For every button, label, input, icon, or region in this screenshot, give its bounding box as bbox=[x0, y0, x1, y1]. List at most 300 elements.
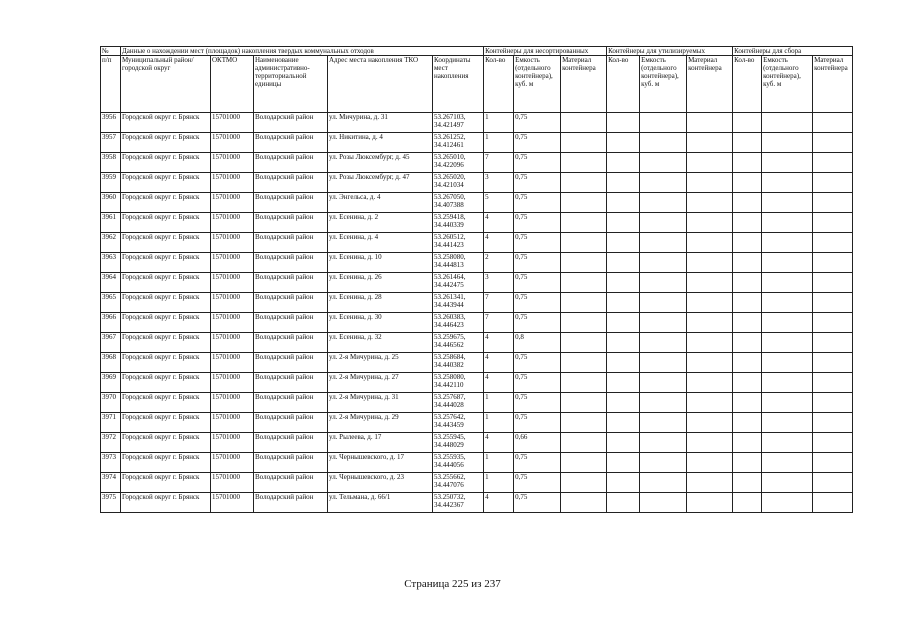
cell-district: Володарский район bbox=[254, 273, 328, 293]
cell-collect-qty bbox=[733, 353, 762, 373]
cell-recycle-qty bbox=[607, 493, 640, 513]
cell-unsorted-qty: 3 bbox=[484, 273, 514, 293]
cell-collect-capacity bbox=[762, 373, 813, 393]
cell-collect-qty bbox=[733, 413, 762, 433]
cell-unsorted-material bbox=[561, 153, 607, 173]
cell-oktmo: 15701000 bbox=[211, 453, 254, 473]
cell-coords: 53.261341, 34.443944 bbox=[433, 293, 484, 313]
cell-collect-qty bbox=[733, 433, 762, 453]
cell-num: 3971 bbox=[101, 413, 121, 433]
cell-collect-qty bbox=[733, 153, 762, 173]
cell-collect-material bbox=[813, 153, 853, 173]
cell-collect-capacity bbox=[762, 193, 813, 213]
cell-unsorted-qty: 7 bbox=[484, 153, 514, 173]
cell-recycle-material bbox=[687, 293, 733, 313]
cell-unsorted-capacity: 0,75 bbox=[514, 373, 561, 393]
cell-recycle-material bbox=[687, 273, 733, 293]
cell-collect-qty bbox=[733, 273, 762, 293]
cell-address: ул. Никитина, д. 4 bbox=[328, 133, 433, 153]
cell-recycle-qty bbox=[607, 413, 640, 433]
cell-recycle-capacity bbox=[640, 353, 687, 373]
cell-recycle-qty bbox=[607, 153, 640, 173]
cell-oktmo: 15701000 bbox=[211, 173, 254, 193]
cell-unsorted-material bbox=[561, 353, 607, 373]
cell-recycle-qty bbox=[607, 213, 640, 233]
cell-collect-material bbox=[813, 193, 853, 213]
cell-unsorted-material bbox=[561, 273, 607, 293]
cell-collect-capacity bbox=[762, 233, 813, 253]
cell-collect-qty bbox=[733, 213, 762, 233]
cell-recycle-qty bbox=[607, 433, 640, 453]
header-group-recycle: Контейнеры для утилизируемых bbox=[607, 47, 733, 56]
header-recycle-material: Материал контейнера bbox=[687, 56, 733, 113]
cell-num: 3958 bbox=[101, 153, 121, 173]
cell-unsorted-qty: 2 bbox=[484, 253, 514, 273]
table-row bbox=[101, 413, 853, 433]
cell-recycle-material bbox=[687, 313, 733, 333]
cell-collect-material bbox=[813, 353, 853, 373]
table-body bbox=[101, 113, 853, 513]
cell-municipal: Городской округ г. Брянск bbox=[121, 293, 211, 313]
cell-district: Володарский район bbox=[254, 433, 328, 453]
cell-address: ул. Тельмана, д. 66/1 bbox=[328, 493, 433, 513]
cell-num: 3968 bbox=[101, 353, 121, 373]
cell-municipal: Городской округ г. Брянск bbox=[121, 493, 211, 513]
cell-num: 3956 bbox=[101, 113, 121, 133]
table-row bbox=[101, 373, 853, 393]
cell-coords: 53.267103, 34.421497 bbox=[433, 113, 484, 133]
cell-unsorted-qty: 5 bbox=[484, 193, 514, 213]
cell-address: ул. Есенина, д. 30 bbox=[328, 313, 433, 333]
cell-recycle-material bbox=[687, 493, 733, 513]
cell-oktmo: 15701000 bbox=[211, 353, 254, 373]
cell-collect-material bbox=[813, 233, 853, 253]
cell-district: Володарский район bbox=[254, 313, 328, 333]
cell-unsorted-qty: 4 bbox=[484, 493, 514, 513]
cell-oktmo: 15701000 bbox=[211, 413, 254, 433]
cell-oktmo: 15701000 bbox=[211, 333, 254, 353]
register-page bbox=[100, 46, 853, 513]
cell-coords: 53.267050, 34.407388 bbox=[433, 193, 484, 213]
cell-num: 3974 bbox=[101, 473, 121, 493]
cell-oktmo: 15701000 bbox=[211, 113, 254, 133]
cell-address: ул. Есенина, д. 28 bbox=[328, 293, 433, 313]
cell-collect-capacity bbox=[762, 393, 813, 413]
cell-recycle-material bbox=[687, 333, 733, 353]
table-row bbox=[101, 213, 853, 233]
cell-collect-qty bbox=[733, 373, 762, 393]
cell-unsorted-qty: 3 bbox=[484, 173, 514, 193]
cell-unsorted-qty: 1 bbox=[484, 453, 514, 473]
cell-recycle-capacity bbox=[640, 233, 687, 253]
cell-recycle-material bbox=[687, 133, 733, 153]
cell-unsorted-qty: 7 bbox=[484, 313, 514, 333]
cell-recycle-capacity bbox=[640, 213, 687, 233]
cell-unsorted-capacity: 0,75 bbox=[514, 473, 561, 493]
cell-unsorted-qty: 1 bbox=[484, 413, 514, 433]
table-row bbox=[101, 393, 853, 413]
cell-num: 3969 bbox=[101, 373, 121, 393]
cell-unsorted-capacity: 0,75 bbox=[514, 273, 561, 293]
cell-recycle-qty bbox=[607, 333, 640, 353]
cell-collect-material bbox=[813, 213, 853, 233]
cell-address: ул. Есенина, д. 26 bbox=[328, 273, 433, 293]
cell-unsorted-qty: 4 bbox=[484, 233, 514, 253]
cell-district: Володарский район bbox=[254, 413, 328, 433]
cell-district: Володарский район bbox=[254, 133, 328, 153]
cell-unsorted-qty: 1 bbox=[484, 113, 514, 133]
table-row bbox=[101, 313, 853, 333]
cell-unsorted-material bbox=[561, 253, 607, 273]
cell-collect-material bbox=[813, 433, 853, 453]
cell-collect-material bbox=[813, 173, 853, 193]
cell-collect-capacity bbox=[762, 253, 813, 273]
cell-collect-qty bbox=[733, 113, 762, 133]
cell-recycle-capacity bbox=[640, 413, 687, 433]
cell-address: ул. Энгельса, д. 4 bbox=[328, 193, 433, 213]
table-row bbox=[101, 193, 853, 213]
cell-coords: 53.255662, 34.447076 bbox=[433, 473, 484, 493]
cell-collect-capacity bbox=[762, 333, 813, 353]
cell-coords: 53.265010, 34.422096 bbox=[433, 153, 484, 173]
cell-num: 3961 bbox=[101, 213, 121, 233]
cell-oktmo: 15701000 bbox=[211, 273, 254, 293]
cell-recycle-qty bbox=[607, 473, 640, 493]
cell-collect-capacity bbox=[762, 113, 813, 133]
cell-district: Володарский район bbox=[254, 253, 328, 273]
table-row bbox=[101, 293, 853, 313]
cell-unsorted-material bbox=[561, 193, 607, 213]
cell-num: 3965 bbox=[101, 293, 121, 313]
cell-num: 3973 bbox=[101, 453, 121, 473]
cell-municipal: Городской округ г. Брянск bbox=[121, 393, 211, 413]
cell-collect-capacity bbox=[762, 473, 813, 493]
cell-recycle-material bbox=[687, 213, 733, 233]
cell-unsorted-qty: 1 bbox=[484, 133, 514, 153]
cell-municipal: Городской округ г. Брянск bbox=[121, 413, 211, 433]
cell-unsorted-qty: 4 bbox=[484, 353, 514, 373]
cell-unsorted-capacity: 0,75 bbox=[514, 313, 561, 333]
cell-collect-material bbox=[813, 293, 853, 313]
cell-oktmo: 15701000 bbox=[211, 133, 254, 153]
cell-collect-qty bbox=[733, 253, 762, 273]
cell-address: ул. 2-я Мичурина, д. 27 bbox=[328, 373, 433, 393]
cell-collect-material bbox=[813, 333, 853, 353]
cell-collect-capacity bbox=[762, 413, 813, 433]
cell-district: Володарский район bbox=[254, 173, 328, 193]
table-row bbox=[101, 233, 853, 253]
cell-municipal: Городской округ г. Брянск bbox=[121, 333, 211, 353]
header-num-top: № bbox=[101, 47, 121, 56]
cell-unsorted-capacity: 0,75 bbox=[514, 253, 561, 273]
cell-district: Володарский район bbox=[254, 373, 328, 393]
cell-recycle-qty bbox=[607, 113, 640, 133]
cell-collect-material bbox=[813, 313, 853, 333]
cell-coords: 53.258080, 34.444813 bbox=[433, 253, 484, 273]
cell-coords: 53.260383, 34.446423 bbox=[433, 313, 484, 333]
cell-unsorted-material bbox=[561, 333, 607, 353]
cell-address: ул. Чернышевского, д. 23 bbox=[328, 473, 433, 493]
cell-oktmo: 15701000 bbox=[211, 193, 254, 213]
cell-collect-capacity bbox=[762, 453, 813, 473]
cell-collect-capacity bbox=[762, 313, 813, 333]
cell-municipal: Городской округ г. Брянск bbox=[121, 153, 211, 173]
cell-collect-capacity bbox=[762, 273, 813, 293]
table-row bbox=[101, 333, 853, 353]
cell-recycle-qty bbox=[607, 453, 640, 473]
footer-page-number: 225 bbox=[452, 578, 469, 590]
cell-collect-qty bbox=[733, 313, 762, 333]
cell-coords: 53.260512, 34.441423 bbox=[433, 233, 484, 253]
cell-recycle-capacity bbox=[640, 373, 687, 393]
cell-collect-capacity bbox=[762, 433, 813, 453]
cell-oktmo: 15701000 bbox=[211, 393, 254, 413]
cell-collect-qty bbox=[733, 473, 762, 493]
cell-unsorted-qty: 1 bbox=[484, 473, 514, 493]
cell-municipal: Городской округ г. Брянск bbox=[121, 433, 211, 453]
cell-unsorted-capacity: 0,66 bbox=[514, 433, 561, 453]
cell-unsorted-capacity: 0,75 bbox=[514, 293, 561, 313]
cell-collect-material bbox=[813, 473, 853, 493]
cell-oktmo: 15701000 bbox=[211, 313, 254, 333]
cell-district: Володарский район bbox=[254, 213, 328, 233]
cell-coords: 53.255945, 34.448029 bbox=[433, 433, 484, 453]
header-unsorted-qty: Кол-во bbox=[484, 56, 514, 113]
cell-coords: 53.258684, 34.440382 bbox=[433, 353, 484, 373]
cell-address: ул. Чернышевского, д. 17 bbox=[328, 453, 433, 473]
cell-recycle-capacity bbox=[640, 393, 687, 413]
cell-oktmo: 15701000 bbox=[211, 293, 254, 313]
cell-district: Володарский район bbox=[254, 473, 328, 493]
cell-recycle-capacity bbox=[640, 113, 687, 133]
header-collect-material: Материал контейнера bbox=[813, 56, 853, 113]
cell-municipal: Городской округ г. Брянск bbox=[121, 193, 211, 213]
table-row bbox=[101, 273, 853, 293]
cell-district: Володарский район bbox=[254, 353, 328, 373]
cell-unsorted-capacity: 0,75 bbox=[514, 153, 561, 173]
cell-unsorted-capacity: 0,75 bbox=[514, 393, 561, 413]
cell-recycle-capacity bbox=[640, 313, 687, 333]
table-row bbox=[101, 173, 853, 193]
cell-unsorted-material bbox=[561, 473, 607, 493]
cell-address: ул. 2-я Мичурина, д. 25 bbox=[328, 353, 433, 373]
header-coords: Координаты мест накопления bbox=[433, 56, 484, 113]
cell-address: ул. 2-я Мичурина, д. 29 bbox=[328, 413, 433, 433]
cell-unsorted-capacity: 0,75 bbox=[514, 133, 561, 153]
cell-address: ул. Есенина, д. 32 bbox=[328, 333, 433, 353]
cell-oktmo: 15701000 bbox=[211, 373, 254, 393]
cell-municipal: Городской округ г. Брянск bbox=[121, 453, 211, 473]
cell-num: 3959 bbox=[101, 173, 121, 193]
cell-collect-material bbox=[813, 393, 853, 413]
cell-recycle-qty bbox=[607, 293, 640, 313]
footer-prefix: Страница bbox=[404, 578, 450, 590]
header-num: п/п bbox=[101, 56, 121, 113]
cell-coords: 53.259418, 34.440339 bbox=[433, 213, 484, 233]
cell-coords: 53.255935, 34.444056 bbox=[433, 453, 484, 473]
footer-of: из bbox=[471, 578, 482, 590]
cell-collect-capacity bbox=[762, 493, 813, 513]
cell-recycle-material bbox=[687, 253, 733, 273]
cell-coords: 53.261252, 34.412461 bbox=[433, 133, 484, 153]
cell-num: 3975 bbox=[101, 493, 121, 513]
cell-collect-material bbox=[813, 373, 853, 393]
cell-unsorted-material bbox=[561, 393, 607, 413]
header-collect-capacity: Емкость (отдельного контейнера), куб. м bbox=[762, 56, 813, 113]
cell-recycle-capacity bbox=[640, 173, 687, 193]
cell-municipal: Городской округ г. Брянск bbox=[121, 373, 211, 393]
cell-recycle-capacity bbox=[640, 293, 687, 313]
table-row bbox=[101, 153, 853, 173]
cell-num: 3967 bbox=[101, 333, 121, 353]
cell-unsorted-capacity: 0,75 bbox=[514, 193, 561, 213]
table-row bbox=[101, 253, 853, 273]
cell-unsorted-material bbox=[561, 133, 607, 153]
cell-recycle-material bbox=[687, 193, 733, 213]
header-group-collect: Контейнеры для сбора bbox=[733, 47, 853, 56]
table-row bbox=[101, 453, 853, 473]
cell-recycle-material bbox=[687, 153, 733, 173]
cell-recycle-material bbox=[687, 473, 733, 493]
cell-oktmo: 15701000 bbox=[211, 433, 254, 453]
cell-district: Володарский район bbox=[254, 153, 328, 173]
cell-unsorted-capacity: 0,75 bbox=[514, 233, 561, 253]
cell-coords: 53.261464, 34.442475 bbox=[433, 273, 484, 293]
cell-address: ул. Есенина, д. 10 bbox=[328, 253, 433, 273]
cell-recycle-material bbox=[687, 433, 733, 453]
cell-recycle-capacity bbox=[640, 333, 687, 353]
cell-collect-qty bbox=[733, 393, 762, 413]
cell-municipal: Городской округ г. Брянск bbox=[121, 313, 211, 333]
cell-address: ул. Есенина, д. 2 bbox=[328, 213, 433, 233]
cell-district: Володарский район bbox=[254, 193, 328, 213]
cell-coords: 53.259675, 34.446562 bbox=[433, 333, 484, 353]
cell-recycle-qty bbox=[607, 273, 640, 293]
cell-municipal: Городской округ г. Брянск bbox=[121, 133, 211, 153]
cell-district: Володарский район bbox=[254, 293, 328, 313]
cell-recycle-capacity bbox=[640, 433, 687, 453]
cell-collect-capacity bbox=[762, 153, 813, 173]
cell-municipal: Городской округ г. Брянск bbox=[121, 273, 211, 293]
header-municipal: Муниципальный район/городской округ bbox=[121, 56, 211, 113]
cell-municipal: Городской округ г. Брянск bbox=[121, 233, 211, 253]
cell-collect-material bbox=[813, 413, 853, 433]
cell-unsorted-material bbox=[561, 313, 607, 333]
cell-municipal: Городской округ г. Брянск bbox=[121, 473, 211, 493]
cell-collect-capacity bbox=[762, 293, 813, 313]
cell-collect-qty bbox=[733, 193, 762, 213]
header-territory: Наименование административно-территориальной единицы bbox=[254, 56, 328, 113]
cell-unsorted-material bbox=[561, 433, 607, 453]
waste-sites-table bbox=[100, 46, 853, 513]
cell-district: Володарский район bbox=[254, 393, 328, 413]
cell-unsorted-capacity: 0,75 bbox=[514, 453, 561, 473]
header-oktmo: ОКТМО bbox=[211, 56, 254, 113]
cell-municipal: Городской округ г. Брянск bbox=[121, 353, 211, 373]
cell-unsorted-qty: 4 bbox=[484, 213, 514, 233]
cell-unsorted-qty: 7 bbox=[484, 293, 514, 313]
table-row bbox=[101, 433, 853, 453]
cell-unsorted-material bbox=[561, 233, 607, 253]
cell-address: ул. Рылеева, д. 17 bbox=[328, 433, 433, 453]
cell-recycle-qty bbox=[607, 173, 640, 193]
cell-unsorted-qty: 1 bbox=[484, 393, 514, 413]
cell-recycle-qty bbox=[607, 253, 640, 273]
cell-recycle-material bbox=[687, 373, 733, 393]
cell-collect-material bbox=[813, 493, 853, 513]
cell-recycle-material bbox=[687, 113, 733, 133]
table-row bbox=[101, 493, 853, 513]
cell-num: 3962 bbox=[101, 233, 121, 253]
cell-recycle-capacity bbox=[640, 273, 687, 293]
cell-unsorted-material bbox=[561, 413, 607, 433]
cell-recycle-capacity bbox=[640, 133, 687, 153]
cell-collect-material bbox=[813, 273, 853, 293]
cell-collect-capacity bbox=[762, 213, 813, 233]
cell-num: 3970 bbox=[101, 393, 121, 413]
cell-collect-material bbox=[813, 133, 853, 153]
cell-oktmo: 15701000 bbox=[211, 493, 254, 513]
cell-recycle-qty bbox=[607, 393, 640, 413]
cell-unsorted-material bbox=[561, 213, 607, 233]
table-row bbox=[101, 473, 853, 493]
cell-recycle-material bbox=[687, 453, 733, 473]
cell-address: ул. Есенина, д. 4 bbox=[328, 233, 433, 253]
cell-collect-material bbox=[813, 453, 853, 473]
cell-collect-material bbox=[813, 113, 853, 133]
cell-recycle-material bbox=[687, 413, 733, 433]
table-row bbox=[101, 113, 853, 133]
cell-municipal: Городской округ г. Брянск bbox=[121, 173, 211, 193]
cell-unsorted-capacity: 0,8 bbox=[514, 333, 561, 353]
cell-recycle-qty bbox=[607, 313, 640, 333]
cell-coords: 53.257687, 34.444028 bbox=[433, 393, 484, 413]
table-row bbox=[101, 133, 853, 153]
header-recycle-qty: Кол-во bbox=[607, 56, 640, 113]
cell-recycle-capacity bbox=[640, 453, 687, 473]
cell-unsorted-capacity: 0,75 bbox=[514, 173, 561, 193]
cell-recycle-qty bbox=[607, 233, 640, 253]
cell-num: 3963 bbox=[101, 253, 121, 273]
cell-recycle-qty bbox=[607, 353, 640, 373]
cell-oktmo: 15701000 bbox=[211, 253, 254, 273]
cell-coords: 53.258080, 34.442110 bbox=[433, 373, 484, 393]
cell-num: 3957 bbox=[101, 133, 121, 153]
header-group-site-data: Данные о нахождении мест (площадок) накопления твердых коммунальных отходов bbox=[121, 47, 484, 56]
cell-address: ул. Мичурина, д. 31 bbox=[328, 113, 433, 133]
cell-unsorted-material bbox=[561, 113, 607, 133]
cell-oktmo: 15701000 bbox=[211, 473, 254, 493]
cell-recycle-capacity bbox=[640, 253, 687, 273]
cell-num: 3960 bbox=[101, 193, 121, 213]
table-row bbox=[101, 353, 853, 373]
header-unsorted-material: Материал контейнера bbox=[561, 56, 607, 113]
cell-recycle-capacity bbox=[640, 473, 687, 493]
cell-collect-qty bbox=[733, 233, 762, 253]
cell-recycle-qty bbox=[607, 373, 640, 393]
cell-collect-qty bbox=[733, 293, 762, 313]
cell-unsorted-qty: 4 bbox=[484, 373, 514, 393]
cell-collect-qty bbox=[733, 333, 762, 353]
cell-municipal: Городской округ г. Брянск bbox=[121, 213, 211, 233]
cell-collect-qty bbox=[733, 133, 762, 153]
cell-recycle-material bbox=[687, 393, 733, 413]
cell-oktmo: 15701000 bbox=[211, 153, 254, 173]
cell-unsorted-capacity: 0,75 bbox=[514, 213, 561, 233]
footer-total-pages: 237 bbox=[484, 578, 501, 590]
cell-oktmo: 15701000 bbox=[211, 213, 254, 233]
cell-district: Володарский район bbox=[254, 333, 328, 353]
